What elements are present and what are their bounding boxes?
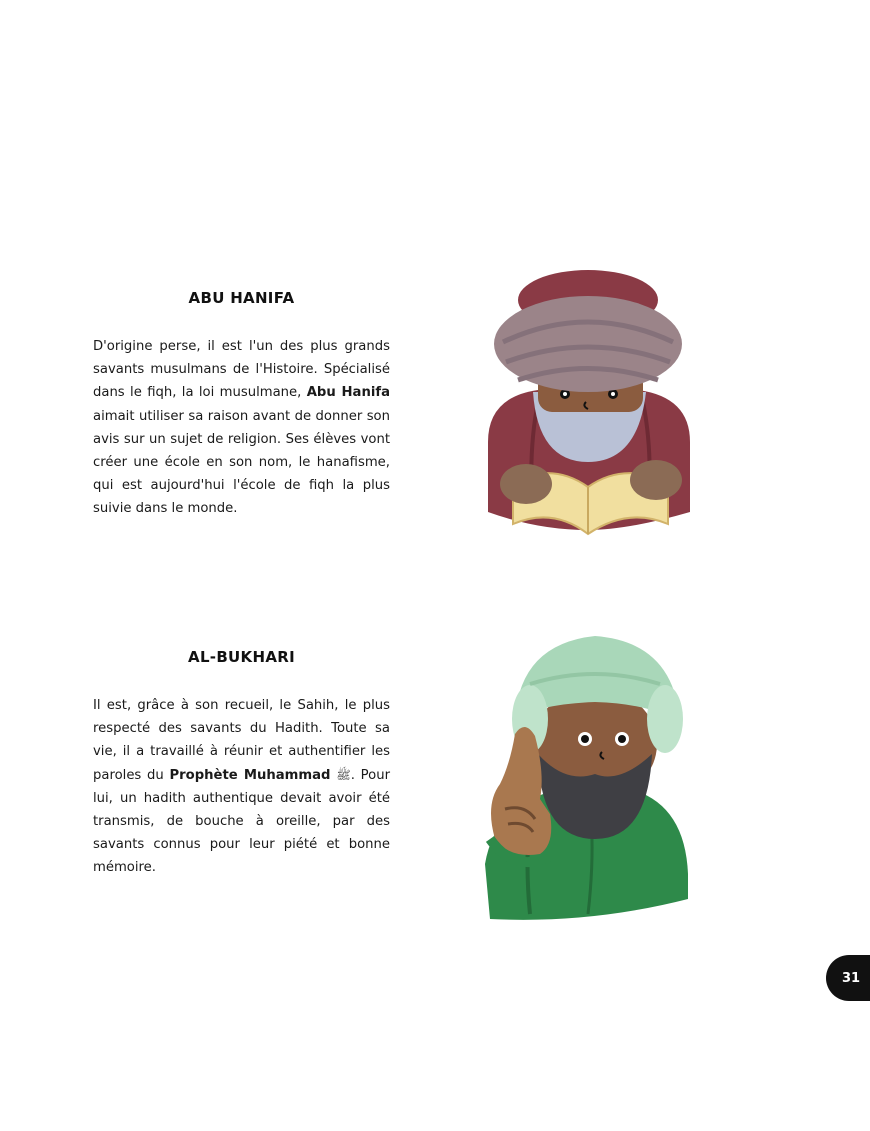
page-number: 31	[842, 970, 861, 986]
salat-symbol: ﷺ	[336, 767, 351, 782]
bold-name: Prophète Muhammad	[169, 767, 331, 783]
body-text: Il est, grâce à son recueil, le Sahih, le plus respecté des savants du Hadith. Toute sa vie, il a travaillé à réunir et authentifier les paroles du	[93, 698, 390, 783]
section-abu-hanifa	[93, 289, 390, 521]
page-number-tab	[826, 955, 870, 1001]
bold-name: Abu Hanifa	[306, 385, 390, 401]
body-text: . Pour lui, un hadith authentique devait avoir été transmis, de bouche à oreille, par des savants connus pour leur piété et bonne mémoire.	[93, 767, 390, 876]
body-text: aimait utiliser sa raison avant de donner son avis sur un sujet de religion. Ses élèves vont créer une école en son nom, le hanafisme, qui est aujourd'hui l'école de fiqh la plus suivie dans le monde.	[93, 408, 390, 517]
section-body	[93, 335, 390, 521]
section-body	[93, 694, 390, 880]
section-al-bukhari	[93, 648, 390, 880]
body-text: D'origine perse, il est l'un des plus grands savants musulmans de l'Histoire. Spécialisé dans le fiqh, la loi musulmane,	[93, 339, 390, 401]
scholar-turban-book-icon	[478, 262, 698, 542]
section-title: AL-BUKHARI	[188, 648, 295, 666]
section-title: ABU HANIFA	[188, 289, 295, 307]
scholar-pointing-icon	[470, 624, 695, 924]
